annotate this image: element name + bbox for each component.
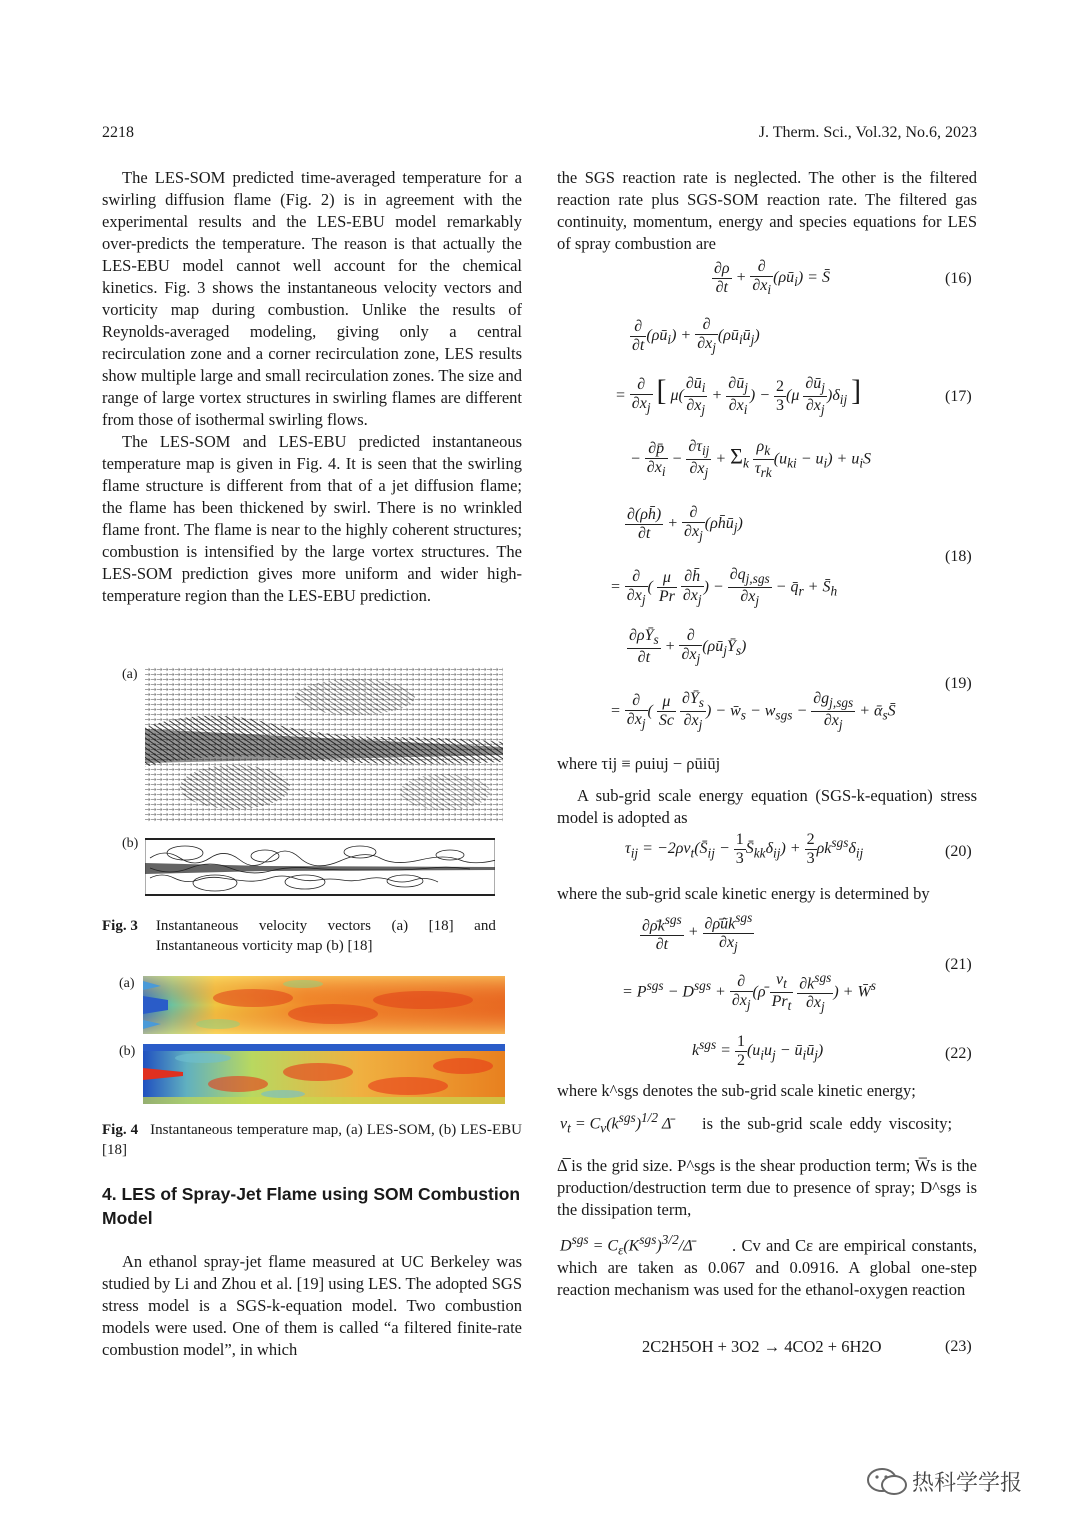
fig3-caption-text: Instantaneous velocity vectors (a) [18] and Instantaneous vorticity map (b) [18]	[155, 918, 496, 954]
equation-17-line1: $\frac{\partial}{\partial t}$ $(\rho ū_i)$ + $\frac{\partial}{\partial x_j}$ $(\rho ū_iū_j)$	[632, 316, 760, 356]
section-heading-4: 4. LES of Spray-Jet Flame using SOM Combustion Model	[102, 1184, 521, 1228]
eq-number-17: (17)	[945, 388, 972, 405]
right-paragraph-4d	[557, 1235, 977, 1301]
equation-21-line2: = $P^{sgs} - D^{sgs}$ + $\frac{\partial}{\partial x_j}$ (ρ̄ $\frac{\nu_t}{Pr_t}$ $\frac{\partial k^{sgs}}{\partial x_j}$ ) + W̄$^s$	[622, 970, 876, 1015]
left-column	[102, 167, 522, 607]
equation-17-line2: = $\frac{\partial}{\partial x_j}$ [ μ( $\frac{\partial ū_i}{\partial x_j}$ + $\frac{\partial ū_j}{\partial x_i}$ ) − $\frac{2}{3}$ (μ $\frac{\partial ū_j}{\partial x_j}$ )$\delta_{ij}$ ]	[615, 374, 862, 418]
fig4-caption-label: Fig. 4	[102, 1122, 139, 1138]
left-column-bottom	[102, 1251, 522, 1361]
right-paragraph-4a: where k^sgs denotes the sub-grid scale kinetic energy;	[557, 1081, 916, 1100]
equation-23: 2C2H5OH + 3O2 → 4CO2 + 6H2O	[642, 1337, 882, 1356]
wechat-icon	[866, 1467, 908, 1497]
right-paragraph-4b: is the sub-grid scale eddy viscosity;	[702, 1114, 953, 1133]
eq-number-19: (19)	[945, 675, 972, 692]
right-paragraph-2: A sub-grid scale energy equation (SGS-k-equation) stress model is adopted as	[557, 786, 977, 827]
fig4-temperature-map-les-som	[143, 976, 505, 1034]
paragraph-2: The LES-SOM and LES-EBU predicted instantaneous temperature map is given in Fig. 4. It is seen that the swirling flame structure is different from that of a jet diffusion flame; the flame has been thickened by swirl. There is no wrinkled flame front. The flame is near to the highly coherent structures; combustion is intensified by the large vortex structures. The LES-SOM prediction gives more uniform and wider high-temperature region than the LES-EBU prediction.	[102, 432, 522, 605]
fig3-label-b: (b)	[122, 836, 139, 851]
right-column-middle	[557, 753, 977, 829]
eq-number-21: (21)	[945, 956, 972, 973]
equation-22: $k^{sgs}$ = $\frac{1}{2}$ ($u_iu_j$ − $ū_iū_j$)	[692, 1033, 824, 1069]
fig4-caption	[102, 1120, 522, 1160]
inline-eddy-viscosity: $\nu_t = C_v(k^{sgs})^{1/2}$ Δ̄	[560, 1110, 672, 1136]
equation-17-line3: − $\frac{\partial p̄}{\partial x_i}$ − $\frac{\partial\tau_{ij}}{\partial x_j}$ + $\Sigma_k$ $\frac{\rho_k}{\tau_{rk}}$ $(u_{ki} - u_i) + u_iS$	[630, 438, 872, 481]
fig4-label-a: (a)	[119, 976, 135, 991]
equation-16: $\frac{\partial\rho}{\partial t}$ + $\frac{\partial}{\partial x_i}$ $(\rho ū_i)$ = S̄	[714, 258, 830, 298]
right-paragraph-3: where the sub-grid scale kinetic energy is determined by	[557, 884, 930, 903]
fig3-vorticity-map	[145, 838, 495, 896]
eq-number-22: (22)	[945, 1045, 972, 1062]
equation-18-line1: $\frac{\partial(\rho h̄)}{\partial t}$ + $\frac{\partial}{\partial x_j}$ $(\rho h̄ū_j)$	[627, 504, 743, 544]
watermark-text: 热科学学报	[912, 1471, 1023, 1496]
right-paragraph-4c: Δ̅ is the grid size. P^sgs is the shear production term; W̅s is the production/destruction term due to presence of spray; D^sgs is the dissipation term,	[557, 1156, 977, 1219]
equation-19-line1: $\frac{\partial\rho Ȳ_s}{\partial t}$ + $\frac{\partial}{\partial x_j}$ $(\rho ū_jȲ_s)$	[629, 627, 747, 667]
fig3-label-a: (a)	[122, 667, 138, 682]
equation-21-line1: $\frac{\partial\rhōk^{sgs}}{\partial t}$ + $\frac{\partial\rhōũk^{sgs}}{\partial x_j}$	[642, 910, 753, 955]
fig4-temperature-map-les-ebu	[143, 1044, 505, 1104]
where-tau: where τij ≡ ρuiuj − ρūiūj	[557, 754, 721, 773]
fig3-caption-label: Fig. 3	[102, 918, 138, 934]
eq-number-18: (18)	[945, 548, 972, 565]
inline-dissipation: $D^{sgs}$ = $C_\varepsilon(K^{sgs})^{3/2}/\Deltā$	[560, 1232, 693, 1258]
eq-number-23: (23)	[945, 1338, 972, 1355]
right-paragraph-1: the SGS reaction rate is neglected. The other is the filtered reaction rate plus SGS-SOM reaction rate. The filtered gas continuity, momentum, energy and species equations for LES of spray combustion are	[557, 168, 977, 253]
equation-19-line2: = $\frac{\partial}{\partial x_j}$ ( $\frac{\mu}{Sc}$ $\frac{\partial Ȳ_s}{\partial x_j}$ ) − $w̄_s - w_{sgs}$ − $\frac{\partial g_{j,sgs}}{\partial x_j}$ + ᾱ$_s$S̄	[610, 690, 896, 733]
equation-18-line2: = $\frac{\partial}{\partial x_j}$ ( $\frac{\mu}{Pr}$ $\frac{\partial h̄}{\partial x_j}$ ) − $\frac{\partial q_{j,sgs}}{\partial x_j}$ − $q̄_r$ + $S̄_h$	[610, 566, 838, 609]
paragraph-3: An ethanol spray-jet flame measured at UC Berkeley was studied by Li and Zhou et al. [19] using LES. The adopted SGS stress model is a SGS-k-equation model. Two combustion models were used. One of them is called “a filtered finite-rate combustion model”, in which	[102, 1252, 522, 1359]
fig3-caption	[102, 916, 522, 956]
paragraph-1: The LES-SOM predicted time-averaged temperature for a swirling diffusion flame (Fig. 2) is in agreement with the experimental results and the LES-EBU model remarkably over-predicts the temperature. The reason is that actually the LES-EBU model cannot well account for the chemical kinetics. Fig. 3 shows the instantaneous velocity vectors and vorticity map during combustion. Unlike the results of Reynolds-averaged modeling, giving only a central recirculation zone and a corner recirculation zone, LES results show multiple large and small recirculation zones. The size and range of large vortex structures in swirling flames are different from those of isothermal swirling flows.	[102, 168, 522, 429]
fig4-label-b: (b)	[119, 1044, 136, 1059]
journal-header: J. Therm. Sci., Vol.32, No.6, 2023	[758, 124, 977, 141]
equation-20: $\tau_{ij}$ = $-2\rho\nu_t(S̄_{ij}$ − $\frac{1}{3}$ $S̄_{kk}\delta_{ij}$) + $\frac{2}{3}$ $\rho k^{sgs}\delta_{ij}$	[625, 831, 864, 867]
fig3-velocity-vectors	[145, 667, 503, 822]
right-paragraph-4d-text: . Cv and Cε are empirical constants, which are taken as 0.067 and 0.0916. A global one-step reaction mechanism was used for the ethanol-oxygen reaction	[557, 1236, 977, 1299]
fig4-caption-text: Instantaneous temperature map, (a) LES-SOM, (b) LES-EBU [18]	[102, 1122, 522, 1158]
eq-number-16: (16)	[945, 270, 972, 287]
right-column-top	[557, 167, 977, 255]
page-number: 2218	[102, 124, 134, 141]
eq-number-20: (20)	[945, 843, 972, 860]
